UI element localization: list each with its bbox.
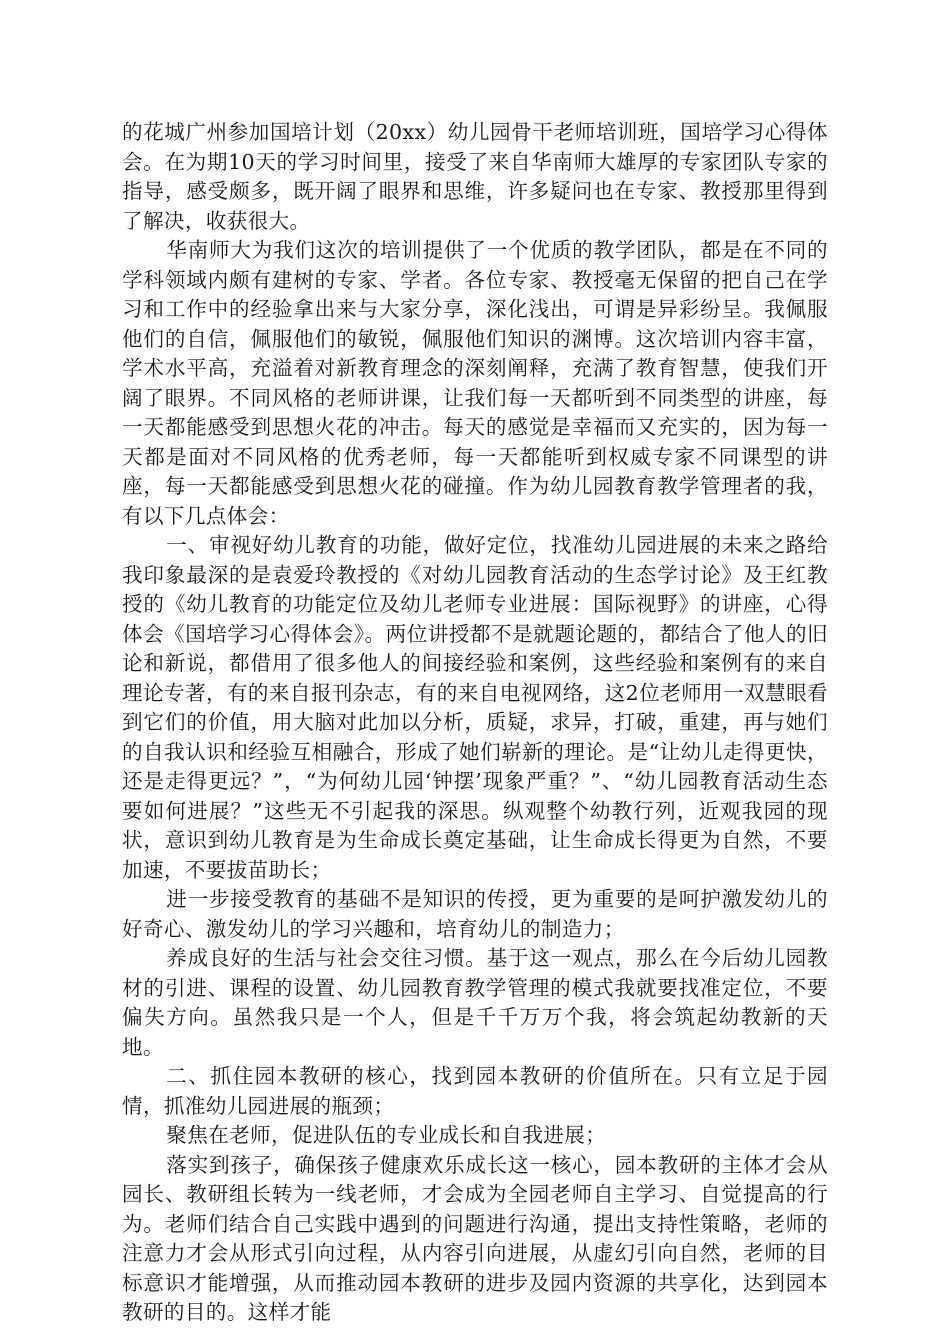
paragraph-further-education: 进一步接受教育的基础不是知识的传授，更为重要的是呵护激发幼儿的好奇心、激发幼儿的学习兴趣和，培育幼儿的制造力； (122, 887, 828, 941)
paragraph-point-two: 二、抓住园本教研的核心，找到园本教研的价值所在。只有立足于园情，抓准幼儿园进展的瓶颈； (122, 1064, 828, 1118)
paragraph-intro-continued: 的花城广州参加国培计划（20xx）幼儿园骨干老师培训班，国培学习心得体会。在为期10天的学习时间里，接受了来自华南师大雄厚的专家团队专家的指导，感受颇多，既开阔了眼界和思维，许多疑问也在专家、教授那里得到了解决，收获很大。 (122, 120, 828, 233)
paragraph-training-team: 华南师大为我们这次的培训提供了一个优质的教学团队，都是在不同的学科领域内颇有建树的专家、学者。各位专家、教授毫无保留的把自己在学习和工作中的经验拿出来与大家分享，深化浅出，可谓是异彩纷呈。我佩服他们的自信，佩服他们的敏锐，佩服他们知识的渊博。这次培训内容丰富，学术水平高，充溢着对新教育理念的深刻阐释，充满了教育智慧，使我们开阔了眼界。不同风格的老师讲课，让我们每一天都听到不同类型的讲座，每一天都能感受到思想火花的冲击。每天的感觉是幸福而又充实的，因为每一天都是面对不同风格的优秀老师，每一天都能听到权威专家不同课型的讲座，每一天都能感受到思想火花的碰撞。作为幼儿园教育教学管理者的我，有以下几点体会： (122, 238, 828, 528)
paragraph-focus-teachers: 聚焦在老师，促进队伍的专业成长和自我进展； (166, 1123, 607, 1147)
paragraph-good-habits: 养成良好的生活与社会交往习惯。基于这一观点，那么在今后幼儿园教材的引进、课程的设置、幼儿园教育教学管理的模式我就要找准定位，不要偏失方向。虽然我只是一个人，但是千千万万个我，将会筑起幼教新的天地。 (122, 946, 828, 1059)
paragraph-point-one: 一、审视好幼儿教育的功能，做好定位，找准幼儿园进展的未来之路给我印象最深的是袁爱玲教授的《对幼儿园教育活动的生态学讨论》及王红教授的《幼儿教育的功能定位及幼儿老师专业进展：国际视野》的讲座，心得体会《国培学习心得体会》。两位讲授都不是就题论题的，都结合了他人的旧论和新说，都借用了很多他人的间接经验和案例，这些经验和案例有的来自理论专著，有的来自报刊杂志，有的来自电视网络，这2位老师用一双慧眼看到它们的价值，用大脑对此加以分析，质疑，求异，打破，重建，再与她们的自我认识和经验互相融合，形成了她们崭新的理论。是“让幼儿走得更快，还是走得更远？”，“为何幼儿园‘钟摆’现象严重？”、“幼儿园教育活动生态要如何进展？”这些无不引起我的深思。纵观整个幼教行列，近观我园的现状，意识到幼儿教育是为生命成长奠定基础，让生命成长得更为自然，不要加速，不要拔苗助长； (122, 533, 828, 882)
paragraph-focus-children: 落实到孩子，确保孩子健康欢乐成长这一核心，园本教研的主体才会从园长、教研组长转为一线老师，才会成为全园老师自主学习、自觉提高的行为。老师们结合自己实践中遇到的问题进行沟通，提出支持性策略，老师的注意力才会从形式引向过程，从内容引向进展，从虚幻引向自然，老师的目标意识才能增强，从而推动园本教研的进步及园内资源的共享化，达到园本教研的目的。这样才能 (122, 1152, 828, 1324)
document-body (122, 118, 828, 1328)
